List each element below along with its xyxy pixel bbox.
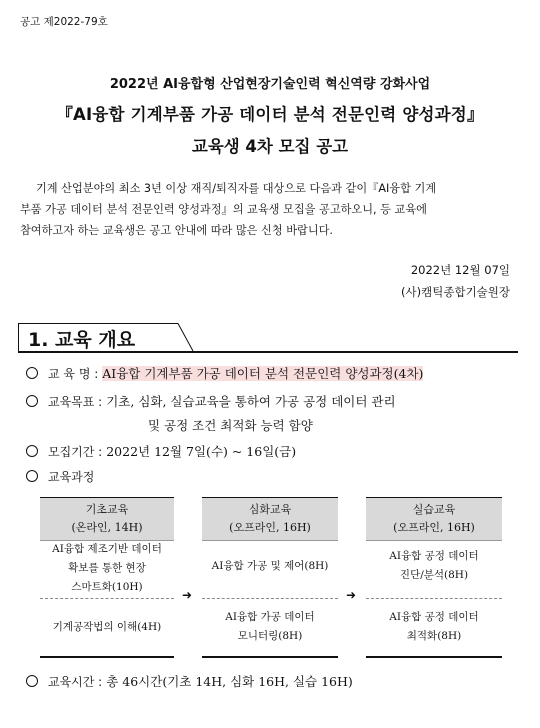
practice-cell-1-line1: AI융합 공정 데이터 bbox=[389, 550, 479, 562]
advanced-head-title: 심화교육 bbox=[248, 503, 292, 516]
course-name-value: AI융합 기계부품 가공 데이터 분석 전문인력 양성과정(4차) bbox=[102, 366, 424, 381]
column-head-practice bbox=[366, 497, 502, 541]
document-title-line2: 교육생 4차 모집 공고 bbox=[191, 137, 349, 156]
issuing-organization: (사)캠틱종합기술원장 bbox=[401, 285, 510, 299]
hours-label: 교육시간 : bbox=[48, 675, 103, 689]
advanced-cell-2 bbox=[202, 608, 338, 646]
advanced-cell-1 bbox=[202, 557, 338, 576]
hours-value: 총 46시간(기초 14H, 심화 16H, 실습 16H) bbox=[106, 674, 353, 689]
advanced-head-sub: (오프라인, 16H) bbox=[229, 521, 311, 534]
course-name-label: 교 육 명 : bbox=[48, 367, 99, 381]
basic-divider bbox=[40, 598, 174, 599]
section-title: 1. 교육 개요 bbox=[28, 329, 136, 351]
basic-head-title: 기초교육 bbox=[85, 503, 129, 516]
intro-line-3: 참여하고자 하는 교육생은 공고 안내에 따라 많은 신청 바랍니다. bbox=[20, 224, 333, 237]
notice-date: 2022년 12월 07일 bbox=[410, 263, 510, 277]
document-subtitle: 2022년 AI융합형 산업현장기술인력 혁신역량 강화사업 bbox=[109, 77, 431, 92]
practice-cell-1 bbox=[366, 547, 502, 585]
basic-cell-2 bbox=[40, 618, 174, 637]
basic-cell-1-line1: AI융합 제조기반 데이터 bbox=[52, 543, 162, 555]
advanced-cell-2-line1: AI융합 가공 데이터 bbox=[225, 611, 315, 623]
basic-cell-2-line1: 기계공작법의 이해(4H) bbox=[52, 621, 162, 633]
advanced-cell-1-line1: AI융합 가공 및 제어(8H) bbox=[211, 560, 329, 572]
period-value: 2022년 12월 7일(수) ~ 16일(금) bbox=[106, 444, 297, 459]
basic-cell-1 bbox=[40, 540, 174, 597]
practice-cell-1-line2: 진단/분석(8H) bbox=[399, 569, 469, 581]
arrow-right-icon: ➜ bbox=[346, 588, 357, 602]
advanced-divider bbox=[202, 598, 338, 599]
item-curriculum bbox=[26, 468, 94, 485]
circle-bullet-icon bbox=[26, 445, 38, 457]
goal-label: 교육목표 : bbox=[48, 395, 103, 409]
advanced-bottom-rule bbox=[202, 656, 338, 658]
item-course-name bbox=[26, 364, 423, 382]
item-hours bbox=[26, 672, 353, 690]
intro-line-2: 부품 가공 데이터 분석 전문인력 양성과정』의 교육생 모집을 공고하오니, 등 교육에 bbox=[20, 203, 427, 216]
practice-cell-2 bbox=[366, 608, 502, 646]
column-head-advanced bbox=[202, 497, 338, 541]
circle-bullet-icon bbox=[26, 470, 38, 482]
practice-cell-2-line2: 최적화(8H) bbox=[406, 630, 462, 642]
notice-number: 공고 제2022-79호 bbox=[20, 16, 108, 28]
basic-bottom-rule bbox=[40, 656, 174, 658]
circle-bullet-icon bbox=[26, 367, 38, 379]
item-goal bbox=[26, 392, 396, 410]
section-underline bbox=[18, 351, 518, 353]
item-period bbox=[26, 442, 296, 460]
practice-head-title: 실습교육 bbox=[412, 503, 456, 516]
column-head-basic bbox=[40, 497, 174, 541]
section-header bbox=[18, 323, 518, 353]
practice-bottom-rule bbox=[366, 656, 502, 658]
goal-line-1: 기초, 심화, 실습교육을 통하여 가공 공정 데이터 관리 bbox=[106, 394, 396, 409]
period-label: 모집기간 : bbox=[48, 445, 103, 459]
practice-cell-2-line1: AI융합 공정 데이터 bbox=[389, 611, 479, 623]
basic-cell-1-line3: 스마트화(10H) bbox=[71, 581, 143, 593]
circle-bullet-icon bbox=[26, 675, 38, 687]
basic-cell-1-line2: 확보를 통한 현장 bbox=[68, 562, 146, 574]
intro-paragraph bbox=[20, 178, 520, 241]
advanced-cell-2-line2: 모니터링(8H) bbox=[237, 630, 303, 642]
goal-line-2: 및 공정 조건 최적화 능력 함양 bbox=[148, 418, 313, 433]
curriculum-label: 교육과정 bbox=[48, 470, 95, 484]
intro-line-1: 기계 산업분야의 최소 3년 이상 재직/퇴직자를 대상으로 다음과 같이『AI융합 기계 bbox=[36, 182, 437, 195]
basic-head-sub: (온라인, 14H) bbox=[71, 521, 143, 534]
circle-bullet-icon bbox=[26, 395, 38, 407]
arrow-right-icon: ➜ bbox=[182, 588, 193, 602]
practice-head-sub: (오프라인, 16H) bbox=[393, 521, 475, 534]
document-title: 『AI융합 기계부품 가공 데이터 분석 전문인력 양성과정』 bbox=[56, 105, 484, 124]
practice-divider bbox=[366, 598, 502, 599]
